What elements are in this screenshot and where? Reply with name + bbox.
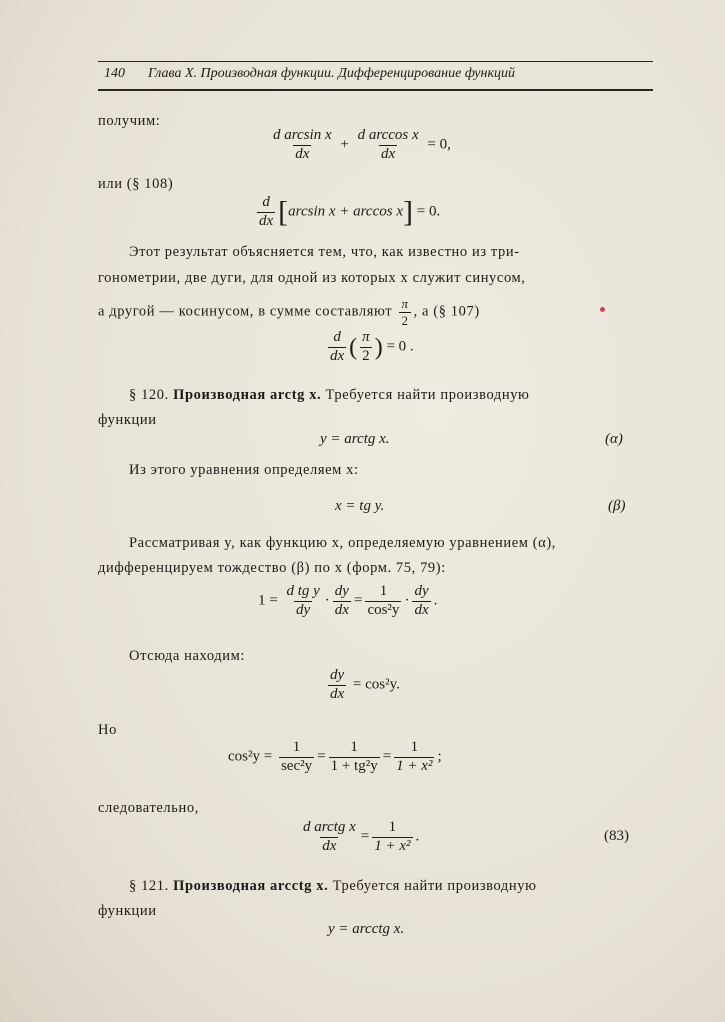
fraction: $\frac{d}{dx}$: [259, 194, 274, 229]
page-number: 140: [104, 66, 125, 81]
fraction: $\frac{d}{dx}$: [330, 329, 345, 364]
header-rule-top: [98, 61, 653, 62]
text-sledovatelno: следовательно,: [98, 800, 199, 816]
section-121-heading: § 121. Производная arcctg x. Требуется найти производную: [129, 878, 537, 894]
text-otsyuda: Отсюда находим:: [129, 648, 246, 664]
text-iz-etogo: Из этого уравнения определяем x:: [129, 462, 359, 478]
fraction: $\frac{1}{\text{1 + x²}}$: [396, 739, 433, 774]
formula-tag-alpha: (α): [605, 431, 623, 447]
text-poluchim: получим:: [98, 113, 161, 129]
text-funkcii: функции: [98, 903, 157, 919]
formula-7: 1 = $\frac{\text{d tg y}}{dy}$ · $\frac{dy}{dx}$ = $\frac{1}{\text{cos²y}}$ · $\frac{dy}{dx}$ .: [258, 583, 438, 618]
fraction: $\frac{\text{d arcsin x}}{dx}$: [273, 127, 332, 162]
paragraph-line: а другой — косинусом, в сумме составляют $\frac{\pi}{2}$ , а (§ 107): [98, 296, 480, 328]
formula-tag-83: (83): [604, 828, 629, 844]
fraction-pi-over-2: $\frac{\pi}{2}$: [401, 296, 409, 328]
fraction: $\frac{\pi}{2}$: [362, 329, 370, 364]
formula-1: $\frac{\text{d arcsin x}}{dx}$ + $\frac{\text{d arccos x}}{dx}$ = 0,: [273, 127, 451, 162]
fraction: $\frac{1}{\text{sec²y}}$: [280, 739, 313, 774]
formula-8: $\frac{dy}{dx}$ = cos²y.: [330, 667, 400, 702]
formula-9: cos²y = $\frac{1}{\text{sec²y}}$ = $\frac{1}{\text{1 + tg²y}}$ = $\frac{1}{\text{1 + x²}}$ ;: [228, 739, 442, 774]
formula-tag-beta: (β): [608, 498, 626, 514]
section-120-heading: § 120. Производная arctg x. Требуется найти производную: [129, 387, 530, 403]
fraction: $\frac{\text{d arctg x}}{dx}$: [303, 819, 356, 854]
fraction: $\frac{dy}{dx}$: [414, 583, 429, 618]
paragraph-line: Этот результат объясняется тем, что, как известно из три-: [129, 244, 520, 260]
formula-alpha: y = arctg x.: [320, 431, 390, 447]
running-title: Глава X. Производная функции. Дифференцирование функций: [148, 66, 516, 81]
formula-arcctg: y = arcctg x.: [328, 921, 405, 937]
fraction: $\frac{1}{\text{1 + x²}}$: [374, 819, 411, 854]
paragraph-line: Рассматривая y, как функцию x, определяемую уравнением (α),: [129, 535, 557, 551]
formula-2: $\frac{d}{dx}$ [arcsin x + arccos x] = 0.: [259, 194, 441, 229]
fraction: $\frac{dy}{dx}$: [330, 667, 345, 702]
fraction: $\frac{1}{\text{cos²y}}$: [367, 583, 400, 618]
paragraph-line: гонометрии, две дуги, для одной из которых x служит синусом,: [98, 270, 526, 286]
fraction: $\frac{\text{d tg y}}{dy}$: [286, 583, 320, 618]
header-rule-bottom: [98, 89, 653, 91]
paragraph-line: дифференцируем тождество (β) по x (форм. 75, 79):: [98, 560, 446, 576]
fraction: $\frac{dy}{dx}$: [334, 583, 349, 618]
formula-83: $\frac{\text{d arctg x}}{dx}$ = $\frac{1}{\text{1 + x²}}$ .: [303, 819, 420, 854]
text-funkcii: функции: [98, 412, 157, 428]
ink-mark: [600, 307, 605, 312]
text-ili: или (§ 108): [98, 176, 174, 192]
formula-4: $\frac{d}{dx}$ ( $\frac{\pi}{2}$ ) = 0 .: [330, 329, 414, 364]
fraction: $\frac{1}{\text{1 + tg²y}}$: [330, 739, 378, 774]
fraction: $\frac{\text{d arccos x}}{dx}$: [357, 127, 419, 162]
formula-beta: x = tg y.: [335, 498, 385, 514]
text-no: Но: [98, 722, 117, 738]
